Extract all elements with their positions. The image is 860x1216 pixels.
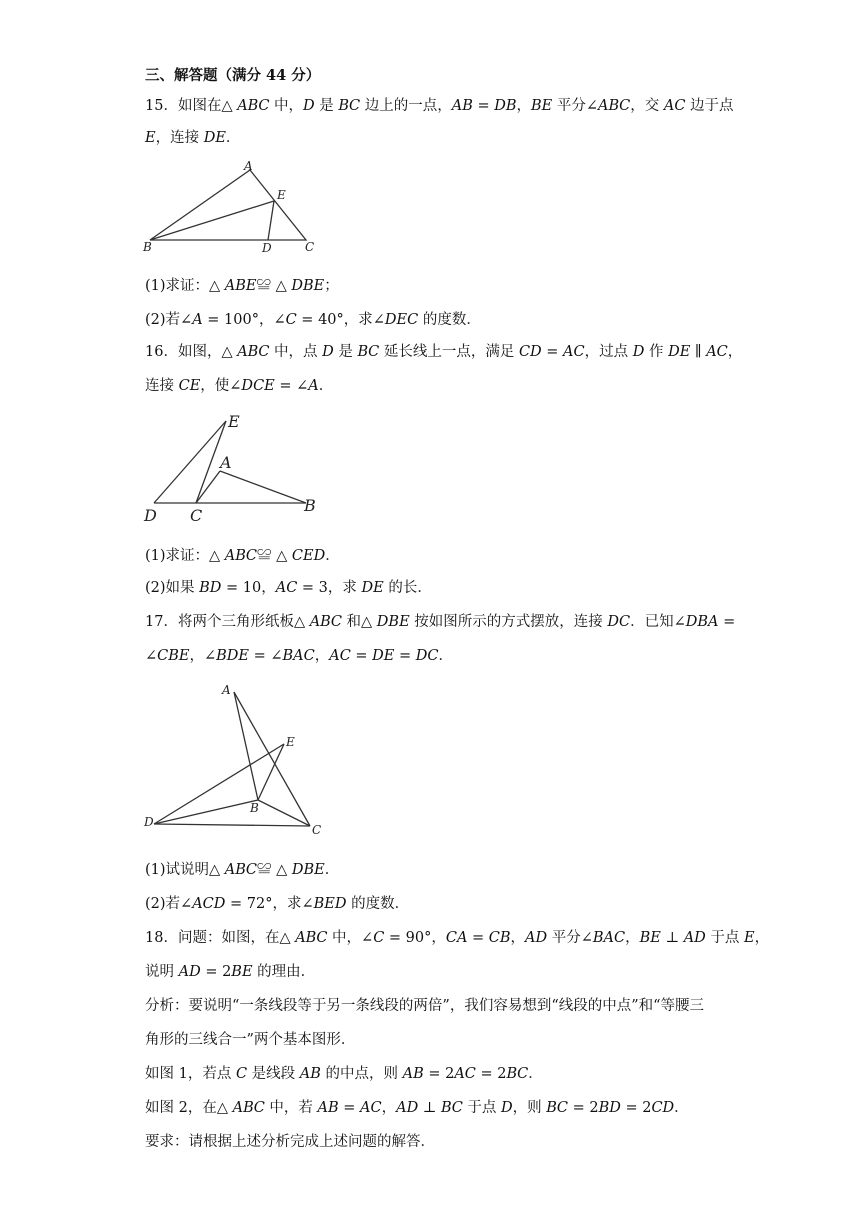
- q16-segment-ca: [196, 471, 220, 503]
- q16-segment-de: [154, 421, 226, 503]
- q17-segment-ab: [234, 692, 258, 800]
- q15-label-e: E: [277, 188, 286, 202]
- q15-part2: (2)若∠𝐴 = 100°，∠𝐶 = 40°，求∠𝐷𝐸𝐶 的度数．: [145, 312, 481, 328]
- q16-label-a: A: [220, 453, 232, 472]
- q16-stem-line2: 连接 𝐶𝐸，使∠𝐷𝐶𝐸 = ∠𝐴．: [145, 378, 334, 394]
- q16-label-c: C: [190, 506, 203, 525]
- q15-segment-be: [150, 201, 274, 240]
- q17-label-b: B: [250, 801, 259, 815]
- q17-segment-db: [154, 800, 258, 824]
- q17-label-c: C: [312, 823, 322, 837]
- q15-label-d: D: [262, 241, 272, 255]
- q16-label-d: D: [144, 506, 157, 525]
- q17-part1: (1)试说明△ 𝐴𝐵𝐶≌ △ 𝐷𝐵𝐸．: [145, 862, 340, 878]
- q16-label-b: B: [304, 496, 316, 515]
- q15-figure: [140, 158, 330, 258]
- q17-stem-line1: 17．将两个三角形纸板△ 𝐴𝐵𝐶 和△ 𝐷𝐵𝐸 按如图所示的方式摆放，连接 𝐷𝐶．已知∠𝐷𝐵𝐴 =: [145, 614, 736, 630]
- q18-analysis-line2: 角形的三线合一”两个基本图形．: [145, 1032, 356, 1048]
- section-title: 三、解答题（满分 44 分）: [145, 67, 321, 84]
- q15-label-c: C: [305, 240, 315, 254]
- q16-stem-line1: 16．如图，△ 𝐴𝐵𝐶 中，点 𝐷 是 𝐵𝐶 延长线上一点，满足 𝐶𝐷 = 𝐴𝐶，过点 𝐷 作 𝐷𝐸 ∥ 𝐴𝐶，: [145, 344, 743, 360]
- q16-part1: (1)求证：△ 𝐴𝐵𝐶≌ △ 𝐶𝐸𝐷．: [145, 548, 340, 564]
- q15-part1: (1)求证：△ 𝐴𝐵𝐸≌ △ 𝐷𝐵𝐸；: [145, 278, 339, 294]
- q17-figure: [140, 678, 340, 838]
- q17-segment-de: [154, 744, 284, 824]
- q17-label-a: A: [222, 683, 231, 697]
- q18-figure2-note: 如图 2，在△ 𝐴𝐵𝐶 中，若 𝐴𝐵 = 𝐴𝐶，𝐴𝐷 ⊥ 𝐵𝐶 于点 𝐷，则 𝐵𝐶 = 2𝐵𝐷 = 2𝐶𝐷．: [145, 1100, 689, 1116]
- q16-label-e: E: [228, 412, 240, 431]
- q16-part2: (2)如果 𝐵𝐷 = 10，𝐴𝐶 = 3，求 𝐷𝐸 的长．: [145, 580, 432, 596]
- q18-stem-line2: 说明 𝐴𝐷 = 2𝐵𝐸 的理由．: [145, 964, 316, 980]
- q18-requirement: 要求：请根据上述分析完成上述问题的解答．: [145, 1134, 435, 1150]
- q17-part2: (2)若∠𝐴𝐶𝐷 = 72°，求∠𝐵𝐸𝐷 的度数．: [145, 896, 410, 912]
- q15-label-a: A: [244, 159, 253, 173]
- q15-triangle-abc: [150, 170, 306, 240]
- q15-stem-line2: 𝐸，连接 𝐷𝐸．: [145, 130, 241, 146]
- q17-stem-line2: ∠𝐶𝐵𝐸，∠𝐵𝐷𝐸 = ∠𝐵𝐴𝐶，𝐴𝐶 = 𝐷𝐸 = 𝐷𝐶．: [145, 648, 453, 664]
- q17-label-e: E: [286, 735, 295, 749]
- q18-analysis-line1: 分析：要说明“一条线段等于另一条线段的两倍”，我们容易想到“线段的中点”和“等腰三: [145, 998, 705, 1014]
- q15-stem-line1: 15．如图在△ 𝐴𝐵𝐶 中，𝐷 是 𝐵𝐶 边上的一点，𝐴𝐵 = 𝐷𝐵，𝐵𝐸 平分∠𝐴𝐵𝐶，交 𝐴𝐶 边于点: [145, 98, 734, 114]
- q15-segment-de: [268, 201, 274, 240]
- q16-segment-ab: [220, 471, 306, 503]
- q18-stem-line1: 18．问题：如图，在△ 𝐴𝐵𝐶 中，∠𝐶 = 90°，𝐶𝐴 = 𝐶𝐵，𝐴𝐷 平分∠𝐵𝐴𝐶，𝐵𝐸 ⊥ 𝐴𝐷 于点 𝐸，: [145, 930, 770, 946]
- q17-label-d: D: [144, 815, 154, 829]
- q16-figure: [140, 405, 330, 525]
- q17-segment-ac: [234, 692, 310, 826]
- q18-figure1-note: 如图 1，若点 𝐶 是线段 𝐴𝐵 的中点，则 𝐴𝐵 = 2𝐴𝐶 = 2𝐵𝐶．: [145, 1066, 543, 1082]
- q15-label-b: B: [143, 240, 152, 254]
- q17-segment-dc: [154, 824, 310, 826]
